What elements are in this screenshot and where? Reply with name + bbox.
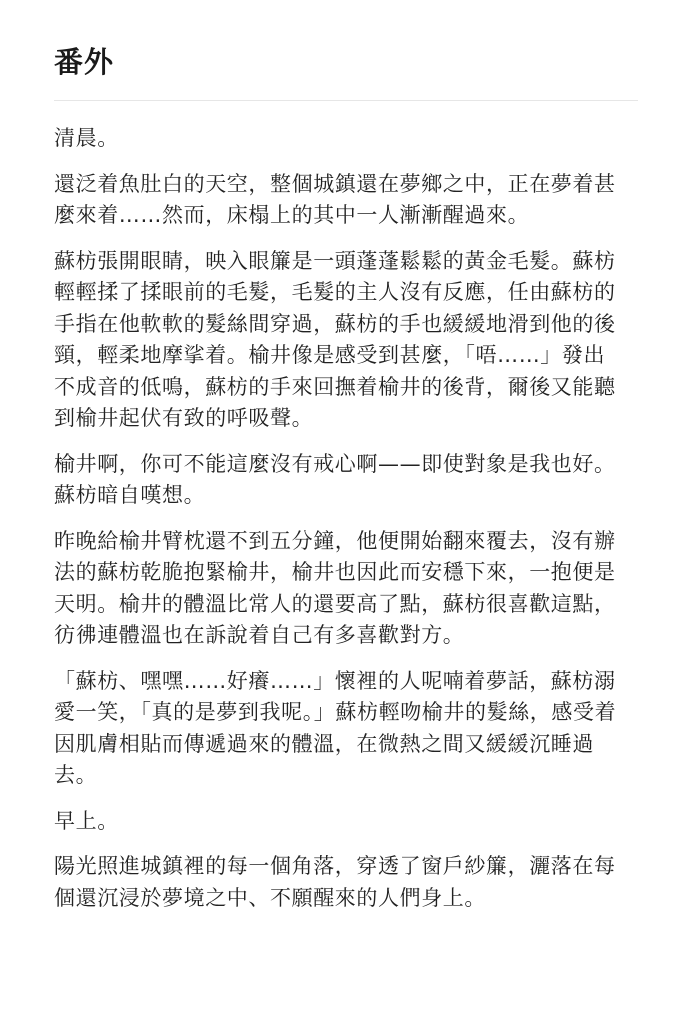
paragraph [54,123,637,155]
text-line: 到榆井起伏有致的呼吸聲。 [54,406,314,430]
text-line: 輕輕揉了揉眼前的毛髮，毛髮的主人沒有反應，任由蘇枋的 [54,280,616,304]
text-line: 個還沉浸於夢境之中、不願醒來的人們身上。 [54,885,486,910]
text-line: 蘇枋張開眼睛，映入眼簾是一頭蓬蓬鬆鬆的黃金毛髮。蘇枋 [54,248,616,273]
text-line: 不成音的低鳴，蘇枋的手來回撫着榆井的後背，爾後又能聽 [54,374,616,399]
text-line: 昨晚給榆井臂枕還不到五分鐘，他便開始翻來覆去，沒有辦 [54,528,616,553]
text-line: 去。 [54,763,98,787]
paragraph [54,526,637,652]
text-line: 還泛着魚肚白的天空，整個城鎮還在夢鄉之中，正在夢着甚 [54,171,616,196]
paragraph [54,169,637,232]
title-divider [54,100,638,101]
text-line: 因肌膚相貼而傳遞過來的體溫，在微熱之間又緩緩沉睡過 [54,731,594,756]
text-line: 蘇枋暗自嘆想。 [54,483,206,507]
text-line: 天明。榆井的體溫比常人的還要高了點，蘇枋很喜歡這點， [54,591,616,616]
text-line: 手指在他軟軟的髮絲間穿過，蘇枋的手也緩緩地滑到他的後 [54,311,616,336]
text-line: 麼來着……然而，床榻上的其中一人漸漸醒過來。 [54,203,530,227]
text-line: 清晨。 [54,126,119,150]
paragraph [54,666,637,792]
text-line: 「蘇枋、嘿嘿……好癢……」懷裡的人呢喃着夢話，蘇枋溺 [54,668,616,693]
paragraph [54,806,637,838]
text-line: 榆井啊，你可不能這麼沒有戒心啊——即使對象是我也好。 [54,451,616,476]
text-line: 法的蘇枋乾脆抱緊榆井，榆井也因此而安穩下來，一抱便是 [54,560,616,584]
text-line: 彷彿連體溫也在訴說着自己有多喜歡對方。 [54,623,465,647]
text-line: 陽光照進城鎮裡的每一個角落，穿透了窗戶紗簾，灑落在每 [54,854,616,878]
paragraph [54,449,637,512]
text-line: 早上。 [54,808,119,833]
paragraph [54,246,637,435]
paragraph [54,851,637,914]
text-line: 愛一笑，「真的是夢到我呢。」蘇枋輕吻榆井的髮絲，感受着 [54,700,617,724]
chapter-title: 番外 [54,45,115,79]
story-body [54,123,637,914]
text-line: 頸，輕柔地摩挲着。榆井像是感受到甚麼，「唔……」發出 [54,343,606,367]
